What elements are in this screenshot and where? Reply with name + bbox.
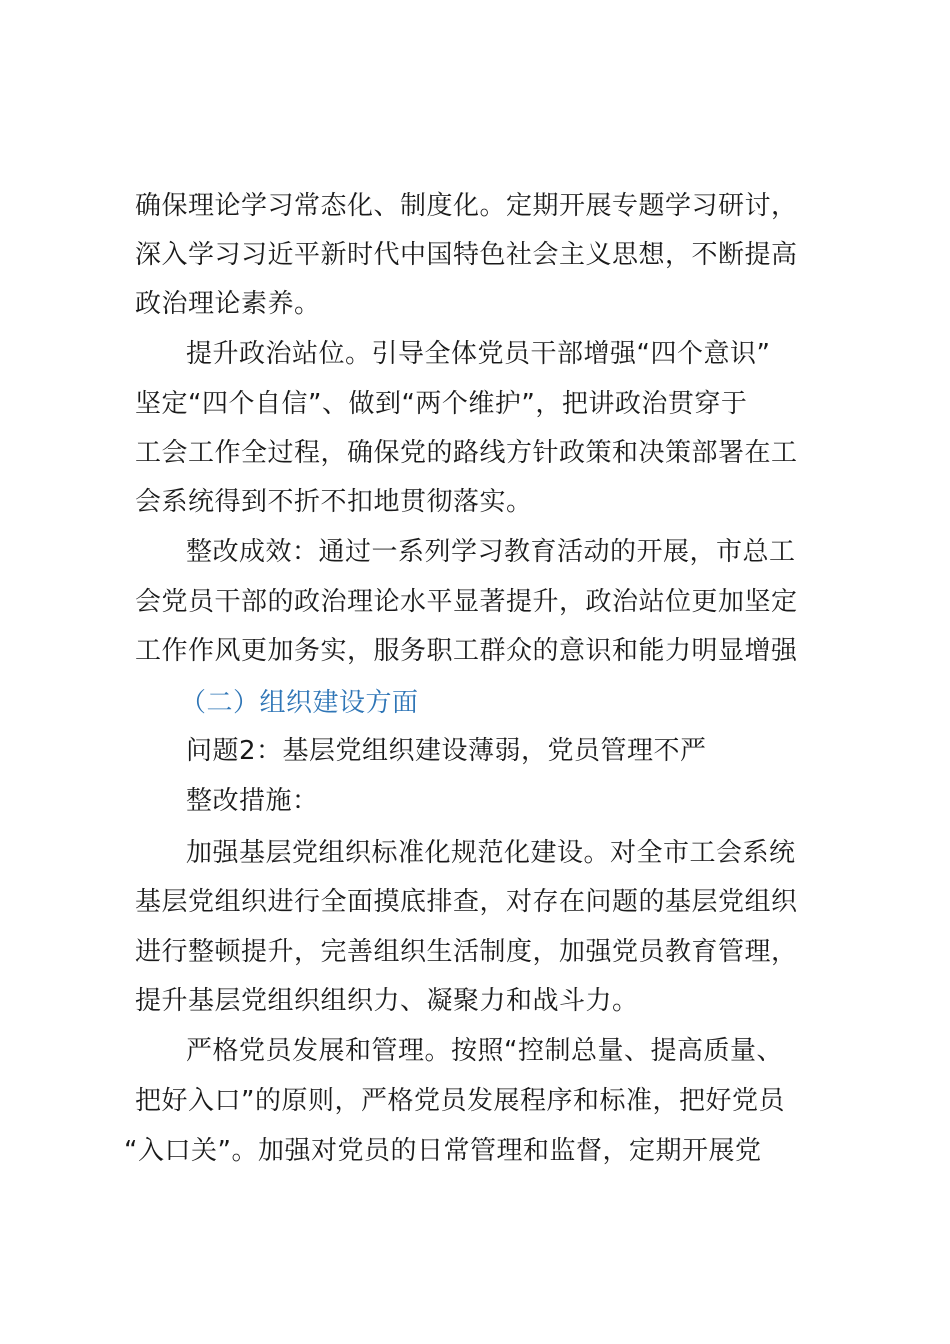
paragraph-line: “入口关”。加强对党员的日常管理和监督，定期开展党 xyxy=(124,1136,762,1166)
measures-label: 整改措施： xyxy=(186,786,319,816)
paragraph-line: 工会工作全过程，确保党的路线方针政策和决策部署在工 xyxy=(135,438,798,468)
paragraph-line: 提升基层党组织组织力、凝聚力和战斗力。 xyxy=(135,986,639,1016)
paragraph-line: 把好入口”的原则，严格党员发展程序和标准，把好党员 xyxy=(135,1086,785,1116)
paragraph-line: 加强基层党组织标准化规范化建设。对全市工会系统 xyxy=(186,838,796,868)
paragraph-line: 会党员干部的政治理论水平显著提升，政治站位更加坚定 xyxy=(135,587,798,617)
paragraph-line: 确保理论学习常态化、制度化。定期开展专题学习研讨， xyxy=(135,191,798,221)
issue-title: 问题2：基层党组织建设薄弱，党员管理不严 xyxy=(186,736,707,766)
paragraph-line: 深入学习习近平新时代中国特色社会主义思想，不断提高 xyxy=(135,240,798,270)
paragraph-line: 整改成效：通过一系列学习教育活动的开展，市总工 xyxy=(186,537,796,567)
section-heading: （二）组织建设方面 xyxy=(180,688,419,718)
paragraph-line: 政治理论素养。 xyxy=(135,289,321,319)
paragraph-line: 会系统得到不折不扣地贯彻落实。 xyxy=(135,487,533,517)
paragraph-line: 提升政治站位。引导全体党员干部增强“四个意识” xyxy=(186,339,771,369)
paragraph-line: 严格党员发展和管理。按照“控制总量、提高质量、 xyxy=(186,1036,783,1066)
paragraph-line: 基层党组织进行全面摸底排查，对存在问题的基层党组织 xyxy=(135,887,798,917)
paragraph-line: 坚定“四个自信”、做到“两个维护”，把讲政治贯穿于 xyxy=(135,389,748,419)
paragraph-line: 工作作风更加务实，服务职工群众的意识和能力明显增强 xyxy=(135,636,798,666)
paragraph-line: 进行整顿提升，完善组织生活制度，加强党员教育管理， xyxy=(135,937,798,967)
